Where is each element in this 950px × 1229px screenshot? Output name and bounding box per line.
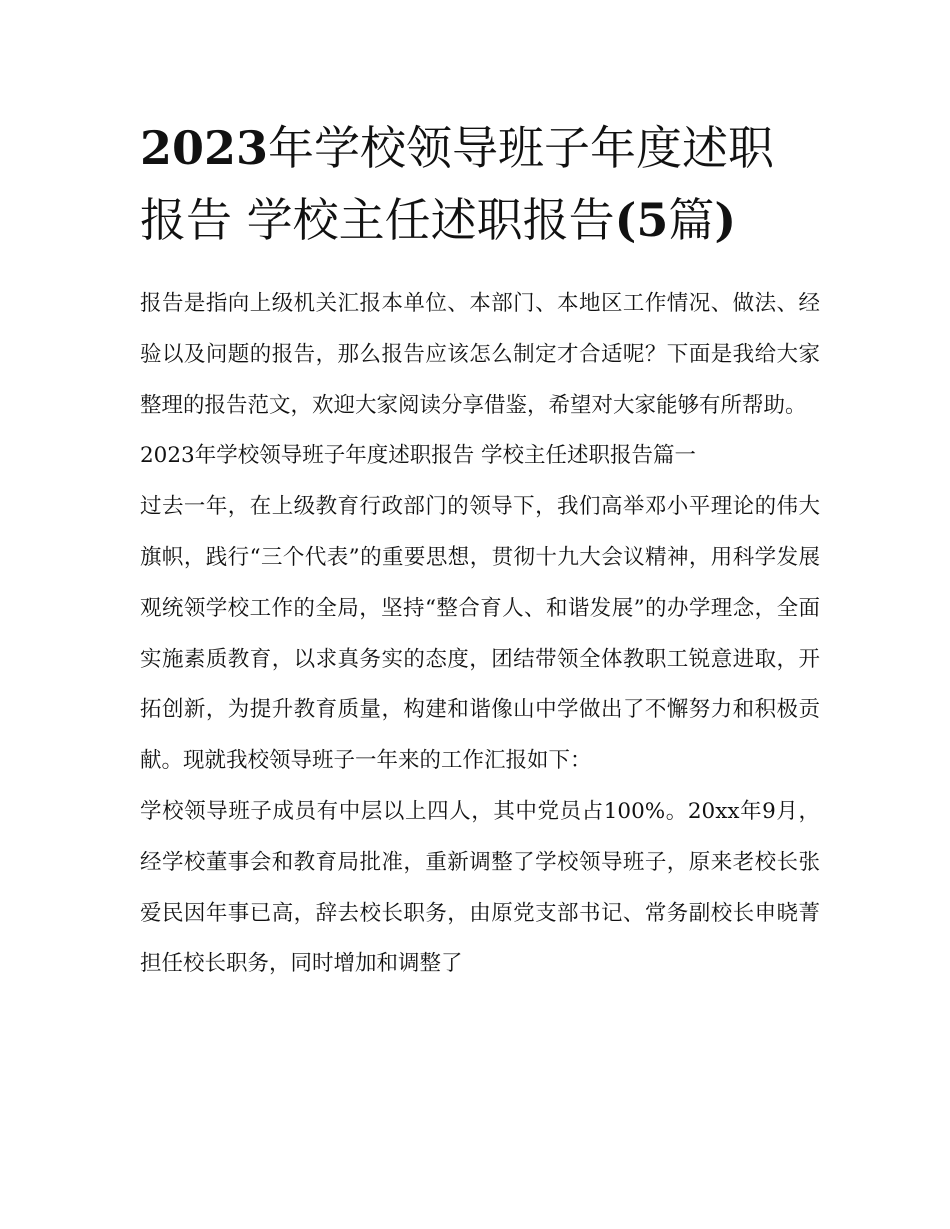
title-count-unit: 篇 xyxy=(668,193,715,247)
document-body xyxy=(140,279,820,990)
title-count-close: ) xyxy=(714,193,737,247)
intro-paragraph: 报告是指向上级机关汇报本单位、本部门、本地区工作情况、做法、经验以及问题的报告，那么报告应该怎么制定才合适呢？下面是我给大家整理的报告范文，欢迎大家阅读分享借鉴，希望对大家能够有所帮助。 xyxy=(140,291,820,418)
title-line2-text: 报告 学校主任述职报告 xyxy=(140,193,615,247)
body-paragraph: 学校领导班子成员有中层以上四人，其中党员占100%。20xx年9月，经学校董事会和教育局批准，重新调整了学校领导班子，原来老校长张爱民因年事已高，辞去校长职务，由原党支部书记、常务副校长申晓菁担任校长职务，同时增加和调整了 xyxy=(140,798,820,977)
title-line1-text: 年学校领导班子年度述职 xyxy=(268,121,775,175)
document-title xyxy=(140,112,820,256)
title-year: 2023 xyxy=(140,121,269,175)
body-paragraph: 过去一年，在上级教育行政部门的领导下，我们高举邓小平理论的伟大旗帜，践行“三个代表”的重要思想，贯彻十九大会议精神，用科学发展观统领学校工作的全局，坚持“整合育人、和谐发展”的办学理念，全面实施素质教育，以求真务实的态度，团结带领全体教职工锐意进取，开拓创新，为提升教育质量，构建和谐像山中学做出了不懈努力和积极贡献。现就我校领导班子一年来的工作汇报如下： xyxy=(140,494,820,774)
title-count-open: (5 xyxy=(614,193,669,247)
section-heading: 2023年学校领导班子年度述职报告 学校主任述职报告篇一 xyxy=(140,443,697,469)
